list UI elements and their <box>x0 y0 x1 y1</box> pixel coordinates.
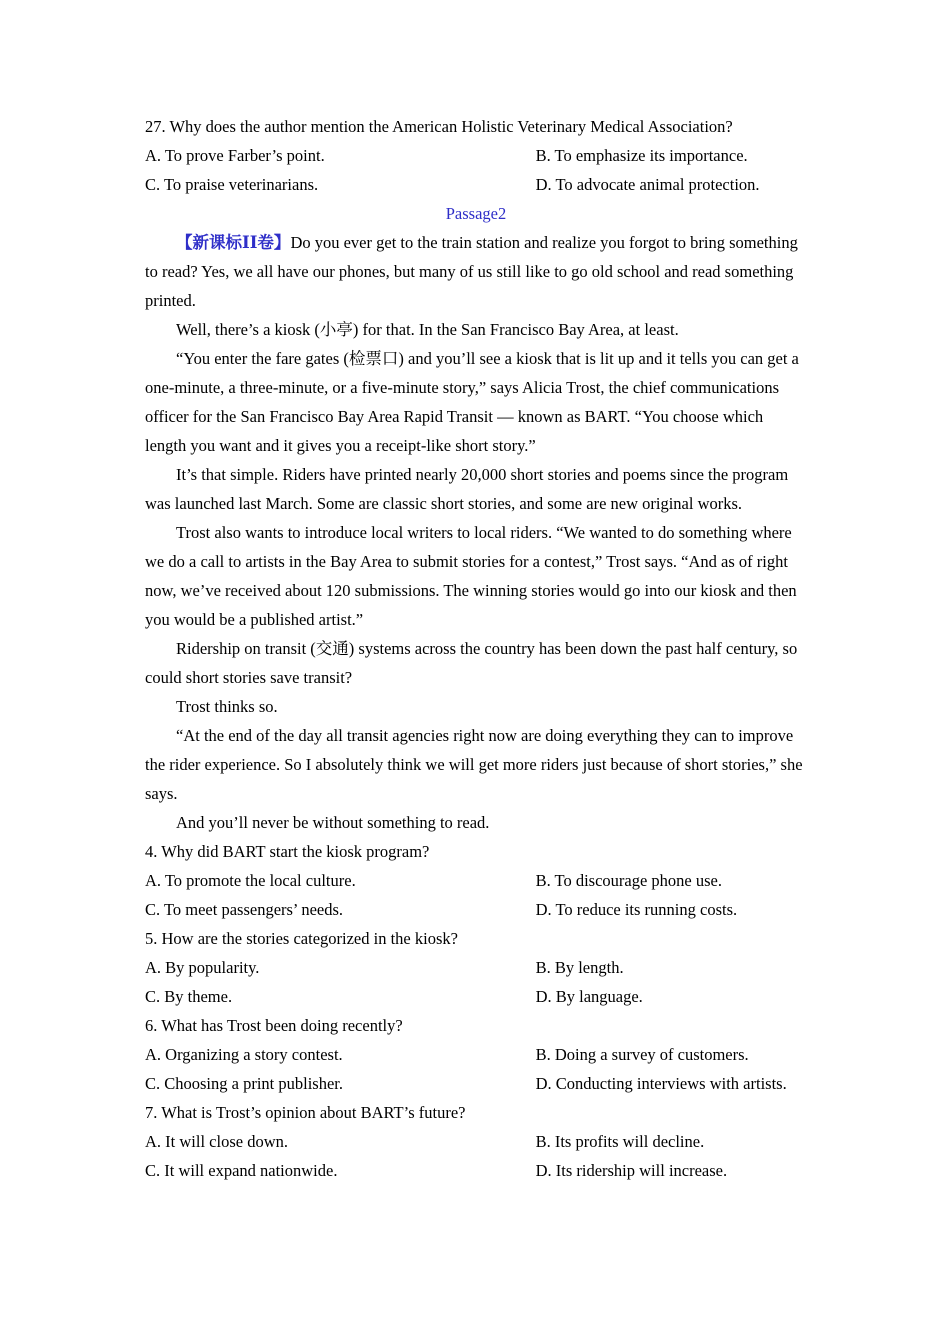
passage-title: Passage2 <box>445 204 507 223</box>
question-4-options-row-1 <box>145 866 807 895</box>
question-5-option-a: A. By popularity. <box>145 958 260 977</box>
question-27-option-d: D. To advocate animal protection. <box>535 175 760 194</box>
question-4-text: 4. Why did BART start the kiosk program? <box>145 842 430 861</box>
question-7-text: 7. What is Trost’s opinion about BART’s future? <box>145 1103 466 1122</box>
question-4-option-a: A. To promote the local culture. <box>145 871 356 890</box>
question-27-text: 27. Why does the author mention the American Holistic Veterinary Medical Association? <box>145 117 733 136</box>
passage-paragraph-4: It’s that simple. Riders have printed nearly 20,000 short stories and poems since the program was launched last March. Some are classic short stories, and some are new original works. <box>145 465 789 513</box>
question-27-option-c: C. To praise veterinarians. <box>145 175 319 194</box>
question-4-options-row-2 <box>145 895 807 924</box>
question-7-options-row-2 <box>145 1156 807 1185</box>
question-7-option-b: B. Its profits will decline. <box>535 1132 705 1151</box>
question-27-options-row-1 <box>145 141 807 170</box>
question-7-options-row-1 <box>145 1127 807 1156</box>
question-27-option-b: B. To emphasize its importance. <box>535 146 748 165</box>
question-6-options-row-2 <box>145 1069 807 1098</box>
question-6-text: 6. What has Trost been doing recently? <box>145 1016 403 1035</box>
question-5-text: 5. How are the stories categorized in the kiosk? <box>145 929 458 948</box>
question-5-options-row-1 <box>145 953 807 982</box>
passage-paragraph-7: Trost thinks so. <box>176 697 278 716</box>
question-5-option-d: D. By language. <box>535 987 643 1006</box>
passage-paragraph-8: “At the end of the day all transit agencies right now are doing everything they can to improve the rider experience. So I absolutely think we will get more riders just because of short stories,” she says. <box>145 726 803 803</box>
question-5-options-row-2 <box>145 982 807 1011</box>
question-6-option-a: A. Organizing a story contest. <box>145 1045 343 1064</box>
passage-paragraph-3: “You enter the fare gates (检票口) and you’ll see a kiosk that is lit up and it tells you can get a one-minute, a three-minute, or a five-minute story,” says Alicia Trost, the chief communications officer for the San Francisco Bay Area Rapid Transit — known as BART. “You choose which length you want and it gives you a receipt-like short story.” <box>145 349 799 455</box>
passage-paragraph-5: Trost also wants to introduce local writers to local riders. “We wanted to do something where we do a call to artists in the Bay Area to submit stories for a contest,” Trost says. “And as of right now, we’ve received about 120 submissions. The winning stories would go into our kiosk and then you would be a published artist.” <box>145 523 797 629</box>
question-6-options-row-1 <box>145 1040 807 1069</box>
question-6-option-b: B. Doing a survey of customers. <box>535 1045 749 1064</box>
question-4-option-d: D. To reduce its running costs. <box>535 900 738 919</box>
question-27-option-a: A. To prove Farber’s point. <box>145 146 325 165</box>
question-6-option-c: C. Choosing a print publisher. <box>145 1074 343 1093</box>
passage-paragraph-1 <box>145 228 807 315</box>
passage-paragraph-2: Well, there’s a kiosk (小亭) for that. In the San Francisco Bay Area, at least. <box>176 320 679 339</box>
question-6-option-d: D. Conducting interviews with artists. <box>535 1074 787 1093</box>
passage-paragraph-1-text: Do you ever get to the train station and realize you forgot to bring something to read? Yes, we all have our phones, but many of us still like to go old school and read something printed. <box>145 233 798 310</box>
question-4-option-b: B. To discourage phone use. <box>535 871 723 890</box>
question-7-option-d: D. Its ridership will increase. <box>535 1161 728 1180</box>
passage-paragraph-6: Ridership on transit (交通) systems across the country has been down the past half century, so could short stories save transit? <box>145 639 798 687</box>
question-5-option-c: C. By theme. <box>145 987 233 1006</box>
question-4-option-c: C. To meet passengers’ needs. <box>145 900 344 919</box>
passage-paragraph-9: And you’ll never be without something to read. <box>176 813 490 832</box>
question-7-option-c: C. It will expand nationwide. <box>145 1161 338 1180</box>
question-7-option-a: A. It will close down. <box>145 1132 288 1151</box>
question-5-option-b: B. By length. <box>535 958 624 977</box>
question-27-options-row-2 <box>145 170 807 199</box>
passage-source-tag: 【新课标ⅠⅠ卷】 <box>176 233 291 252</box>
